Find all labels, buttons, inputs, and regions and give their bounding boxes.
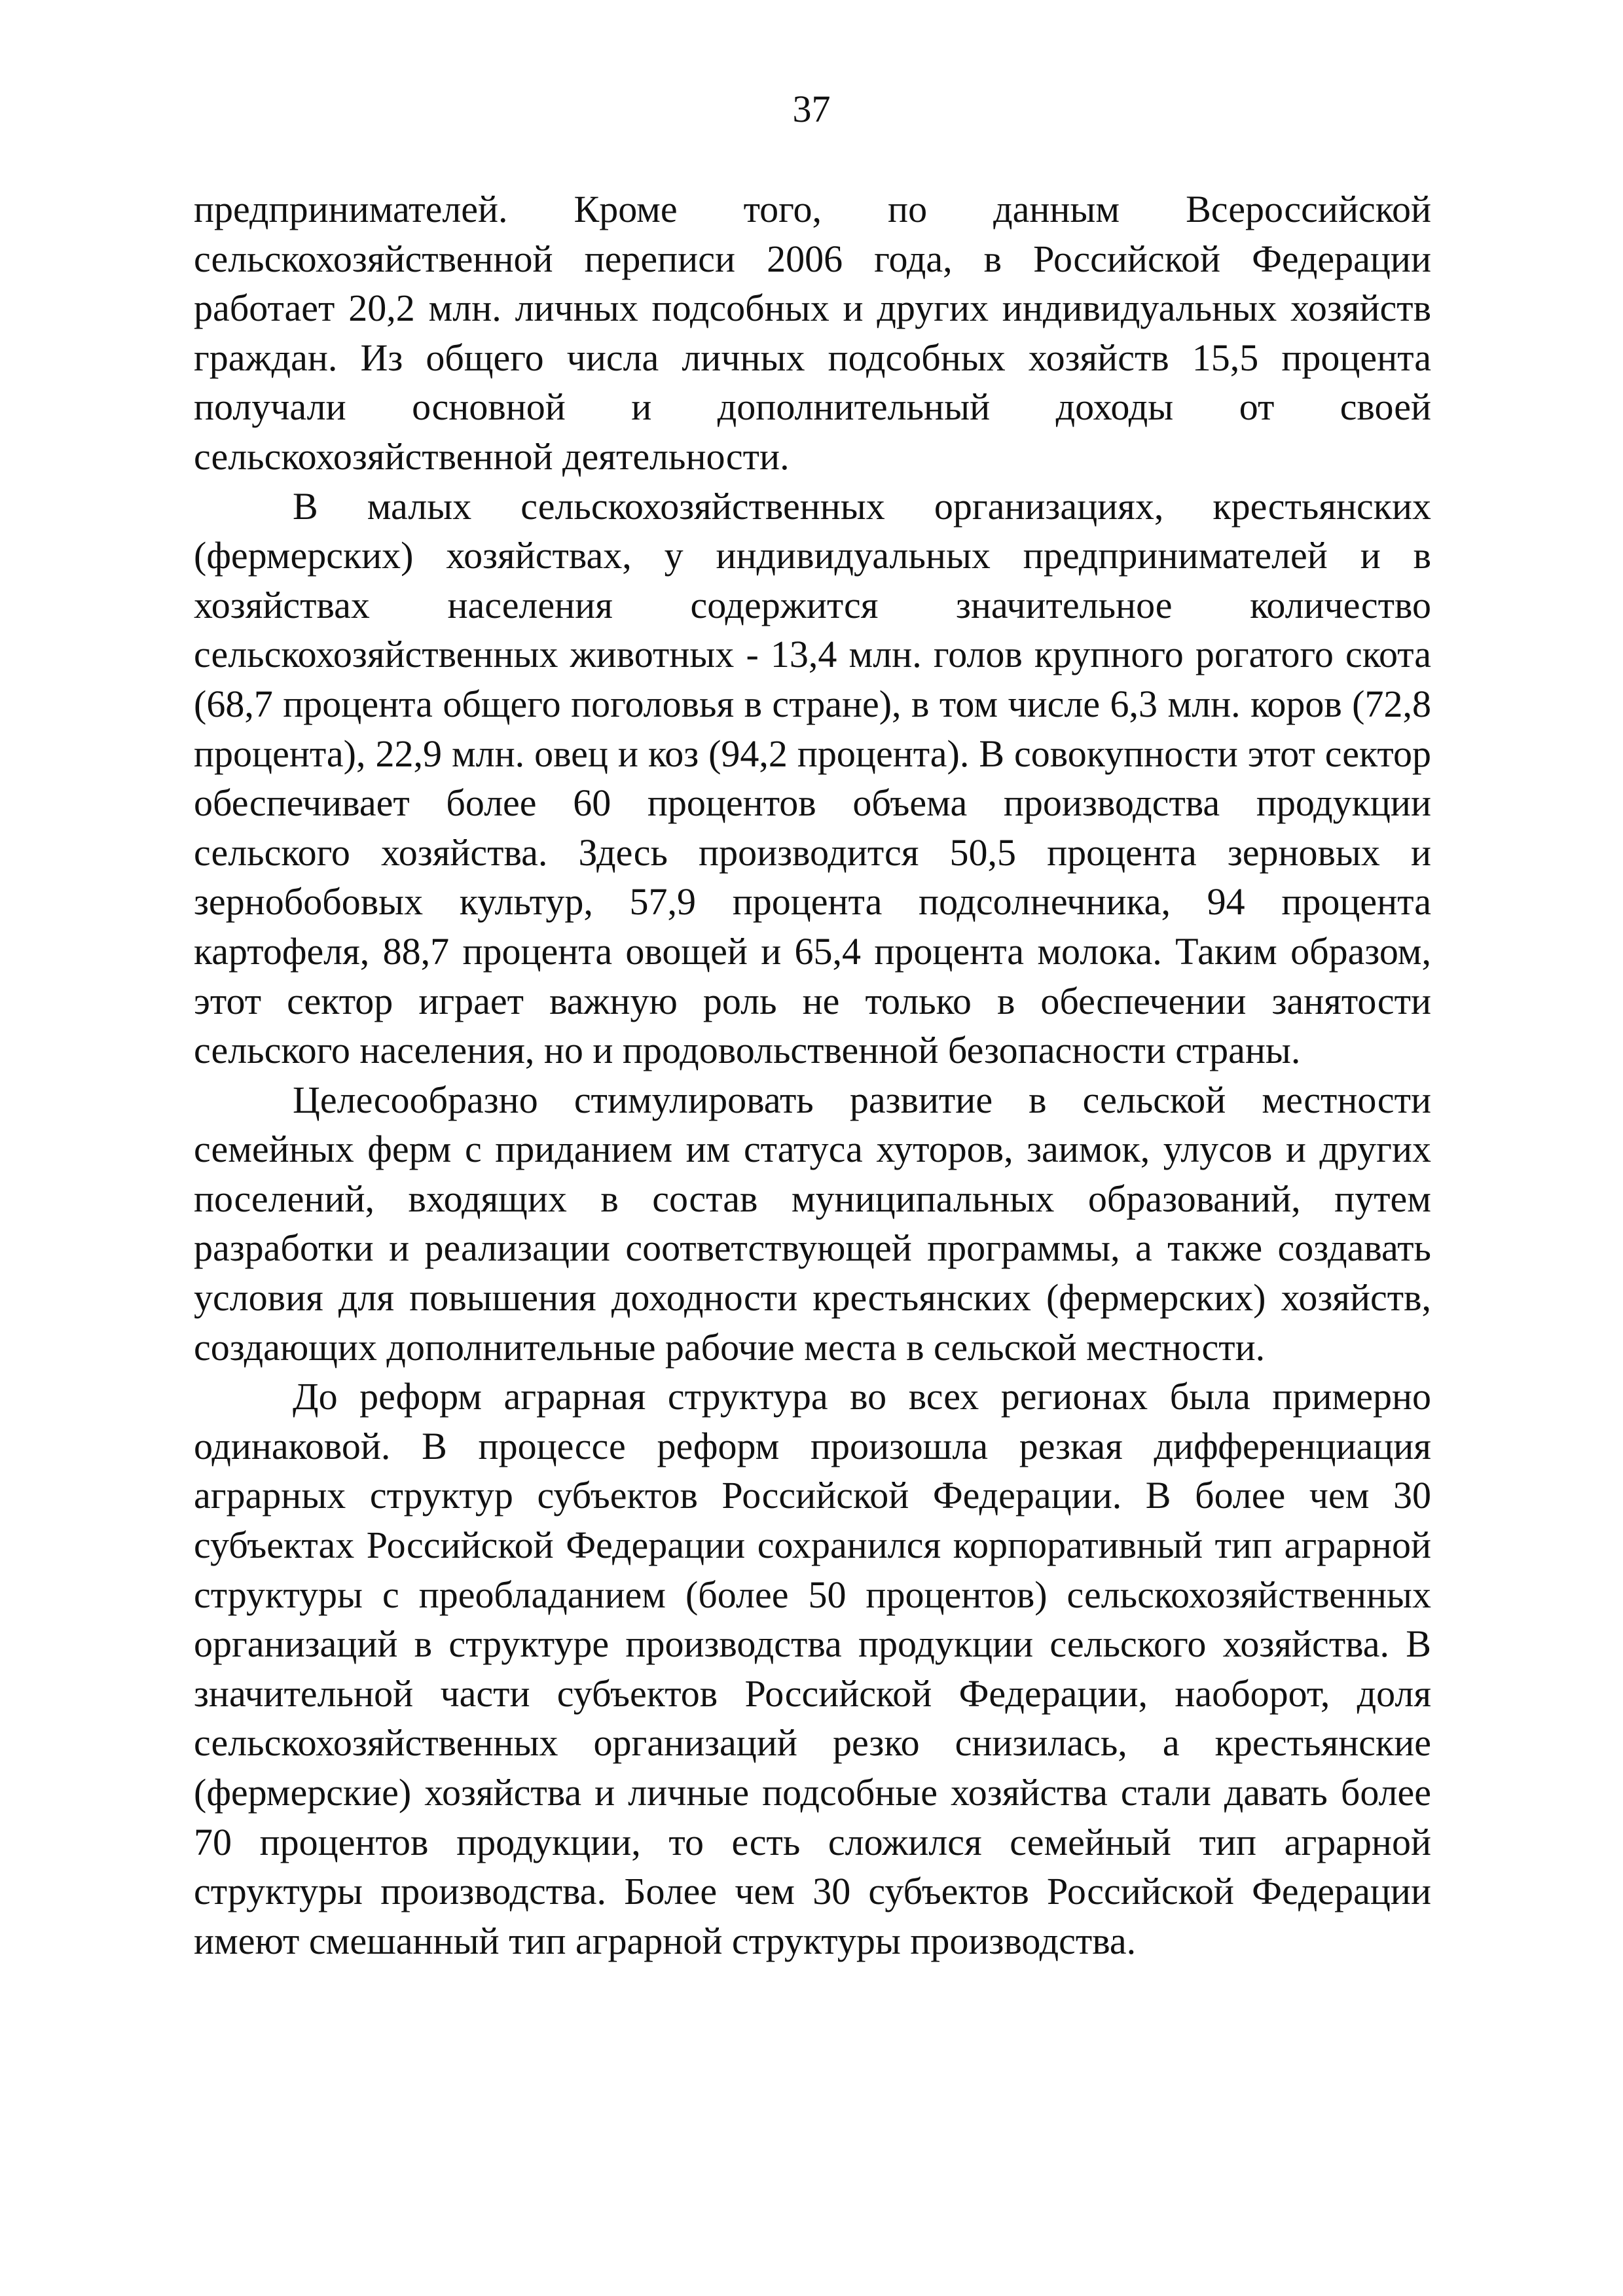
paragraph-agricultural-census: предпринимателей. Кроме того, по данным Всероссийской сельскохозяйственной переписи 2006 года, в Российской Федерации работает 20,2 млн. личных подсобных и других индивидуальных хозяйств граждан. Из общего числа личных подсобных хозяйств 15,5 процента получали основной и дополнительный доходы от своей сельскохозяйственной деятельности.: [194, 188, 1431, 478]
paragraph-small-farms-livestock: В малых сельскохозяйственных организациях, крестьянских (фермерских) хозяйствах, у индивидуальных предпринимателей и в хозяйствах населения содержится значительное количество сельскохозяйственных животных - 13,4 млн. голов крупного рогатого скота (68,7 процента общего поголовья в стране), в том числе 6,3 млн. коров (72,8 процента), 22,9 млн. овец и коз (94,2 процента). В совокупности этот сектор обеспечивает более 60 процентов объема производства продукции сельского хозяйства. Здесь производится 50,5 процента зерновых и зернобобовых культур, 57,9 процента подсолнечника, 94 процента картофеля, 88,7 процента овощей и 65,4 процента молока. Таким образом, этот сектор играет важную роль не только в обеспечении занятости сельского населения, но и продовольственной безопасности страны.: [194, 484, 1431, 1072]
paragraph-family-farms: Целесообразно стимулировать развитие в сельской местности семейных ферм с приданием им статуса хуторов, заимок, улусов и других поселений, входящих в состав муниципальных образований, путем разработки и реализации соответствующей программы, а также создавать условия для повышения доходности крестьянских (фермерских) хозяйств, создающих дополнительные рабочие места в сельской местности.: [194, 1078, 1431, 1369]
document-body: [194, 185, 1431, 1965]
page-number: 37: [792, 88, 831, 130]
paragraph-agrarian-structure: До реформ аграрная структура во всех регионах была примерно одинаковой. В процессе реформ произошла резкая дифференциация аграрных структур субъектов Российской Федерации. В более чем 30 субъектах Российской Федерации сохранился корпоративный тип аграрной структуры с преобладанием (более 50 процентов) сельскохозяйственных организаций в структуре производства продукции сельского хозяйства. В значительной части субъектов Российской Федерации, наоборот, доля сельскохозяйственных организаций резко снизилась, а крестьянские (фермерские) хозяйства и личные подсобные хозяйства стали давать более 70 процентов продукции, то есть сложился семейный тип аграрной структуры производства. Более чем 30 субъектов Российской Федерации имеют смешанный тип аграрной структуры производства.: [194, 1375, 1431, 1962]
